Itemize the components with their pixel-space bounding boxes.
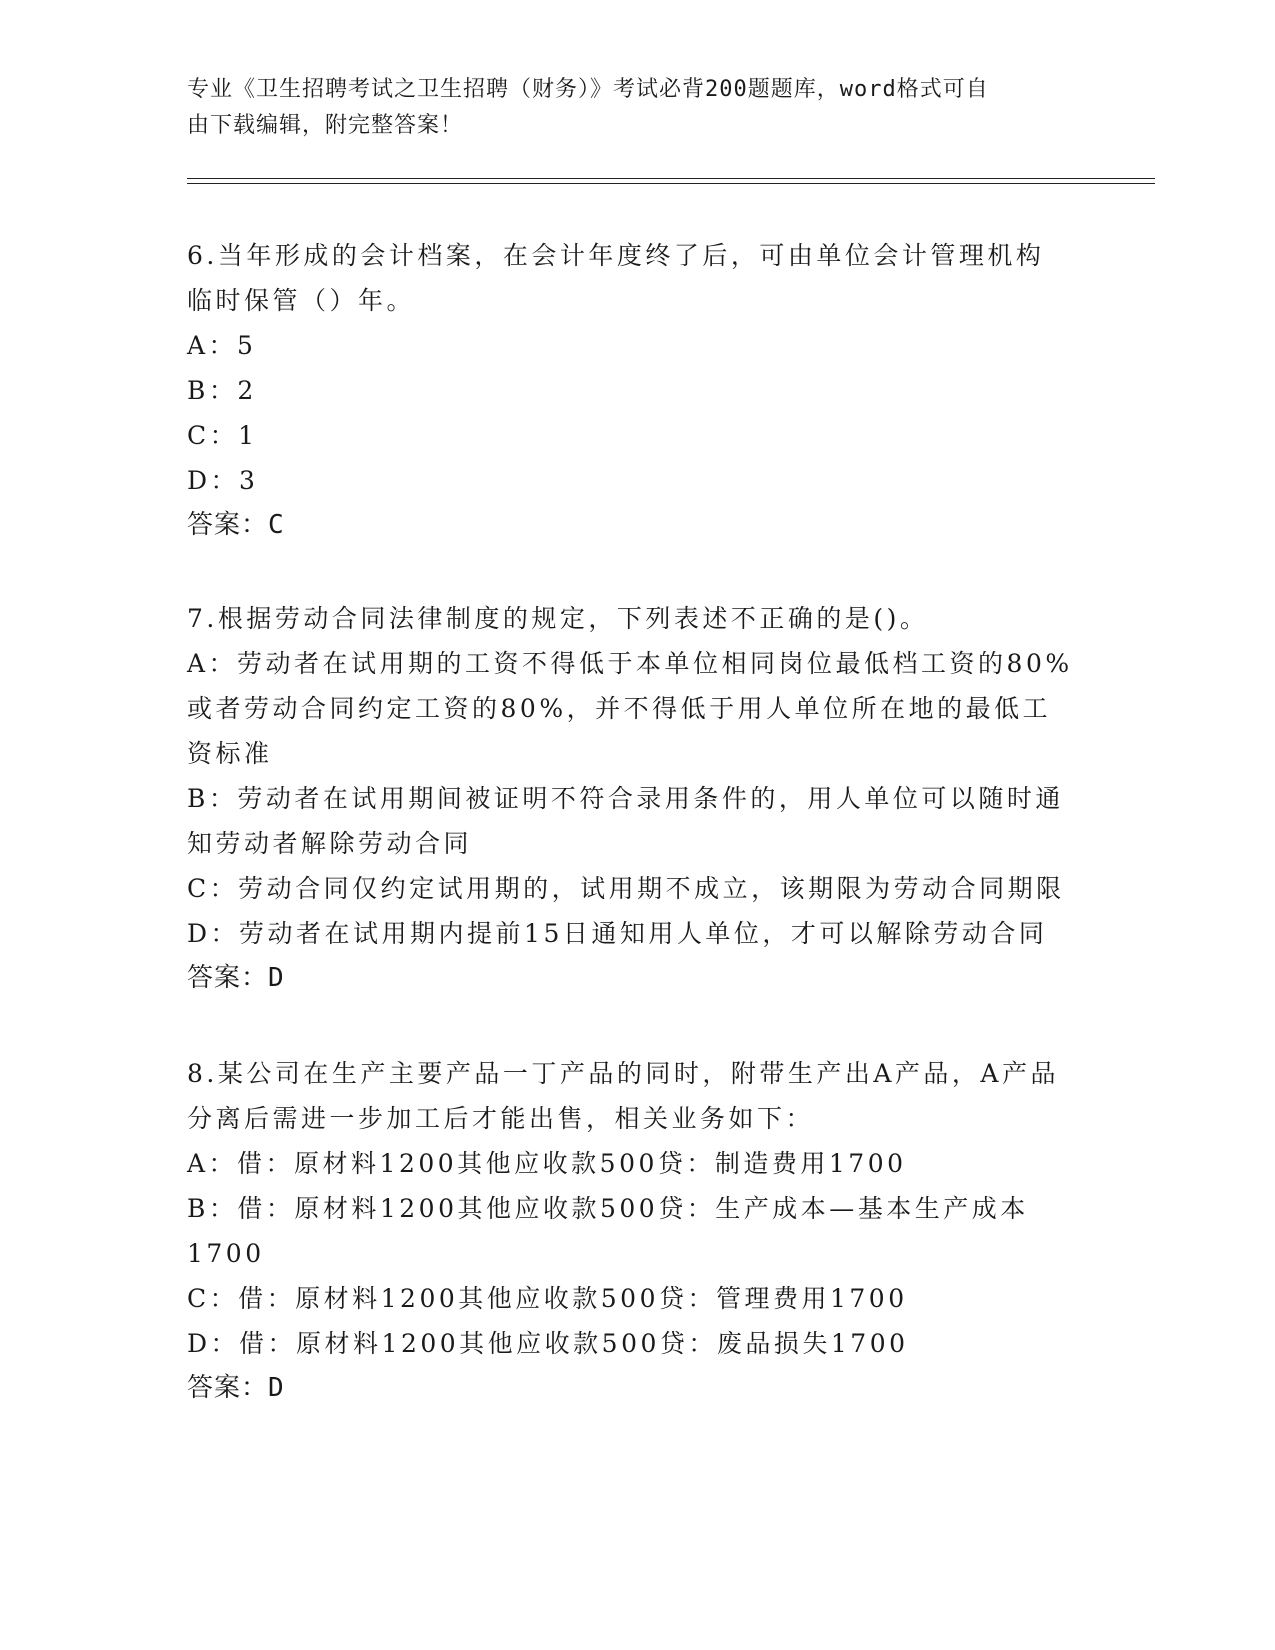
answer-line: 答案：D bbox=[187, 1373, 285, 1403]
question-stem: 6.当年形成的会计档案，在会计年度终了后，可由单位会计管理机构 bbox=[187, 241, 1045, 270]
option-a: A：5 bbox=[187, 331, 257, 360]
option-b-cont: 知劳动者解除劳动合同 bbox=[187, 829, 473, 858]
option-a-cont: 或者劳动合同约定工资的80%，并不得低于用人单位所在地的最低工 bbox=[187, 694, 1052, 723]
question-stem: 临时保管（）年。 bbox=[187, 286, 416, 315]
question-6 bbox=[187, 233, 1087, 548]
header-line: 专业《卫生招聘考试之卫生招聘（财务）》考试必背200题题库，word格式可自 bbox=[187, 77, 989, 102]
header-line: 由下载编辑，附完整答案！ bbox=[187, 113, 464, 138]
option-d: D：劳动者在试用期内提前15日通知用人单位，才可以解除劳动合同 bbox=[187, 919, 1048, 948]
option-b: B：劳动者在试用期间被证明不符合录用条件的，用人单位可以随时通 bbox=[187, 784, 1064, 813]
option-a-cont: 资标准 bbox=[187, 739, 273, 768]
option-b-cont: 1700 bbox=[187, 1239, 265, 1268]
option-a: A：借：原材料1200其他应收款500贷：制造费用1700 bbox=[187, 1149, 907, 1178]
question-8 bbox=[187, 1051, 1087, 1411]
header-divider bbox=[187, 178, 1155, 179]
option-a: A：劳动者在试用期的工资不得低于本单位相同岗位最低档工资的80% bbox=[187, 649, 1073, 678]
option-b: B：借：原材料1200其他应收款500贷：生产成本—基本生产成本 bbox=[187, 1194, 1029, 1223]
answer-line: 答案：C bbox=[187, 510, 285, 540]
question-stem: 分离后需进一步加工后才能出售，相关业务如下： bbox=[187, 1104, 815, 1133]
option-b: B：2 bbox=[187, 376, 257, 405]
document-header bbox=[187, 72, 1067, 144]
option-d: D：3 bbox=[187, 466, 259, 495]
option-d: D：借：原材料1200其他应收款500贷：废品损失1700 bbox=[187, 1329, 909, 1358]
option-c: C：劳动合同仅约定试用期的，试用期不成立，该期限为劳动合同期限 bbox=[187, 874, 1065, 903]
option-c: C：借：原材料1200其他应收款500贷：管理费用1700 bbox=[187, 1284, 908, 1313]
option-c: C：1 bbox=[187, 421, 258, 450]
answer-line: 答案：D bbox=[187, 963, 285, 993]
question-stem: 7.根据劳动合同法律制度的规定，下列表述不正确的是()。 bbox=[187, 604, 929, 633]
header-divider bbox=[187, 183, 1155, 184]
question-stem: 8.某公司在生产主要产品一丁产品的同时，附带生产出A产品，A产品 bbox=[187, 1059, 1059, 1088]
question-7 bbox=[187, 596, 1087, 1001]
